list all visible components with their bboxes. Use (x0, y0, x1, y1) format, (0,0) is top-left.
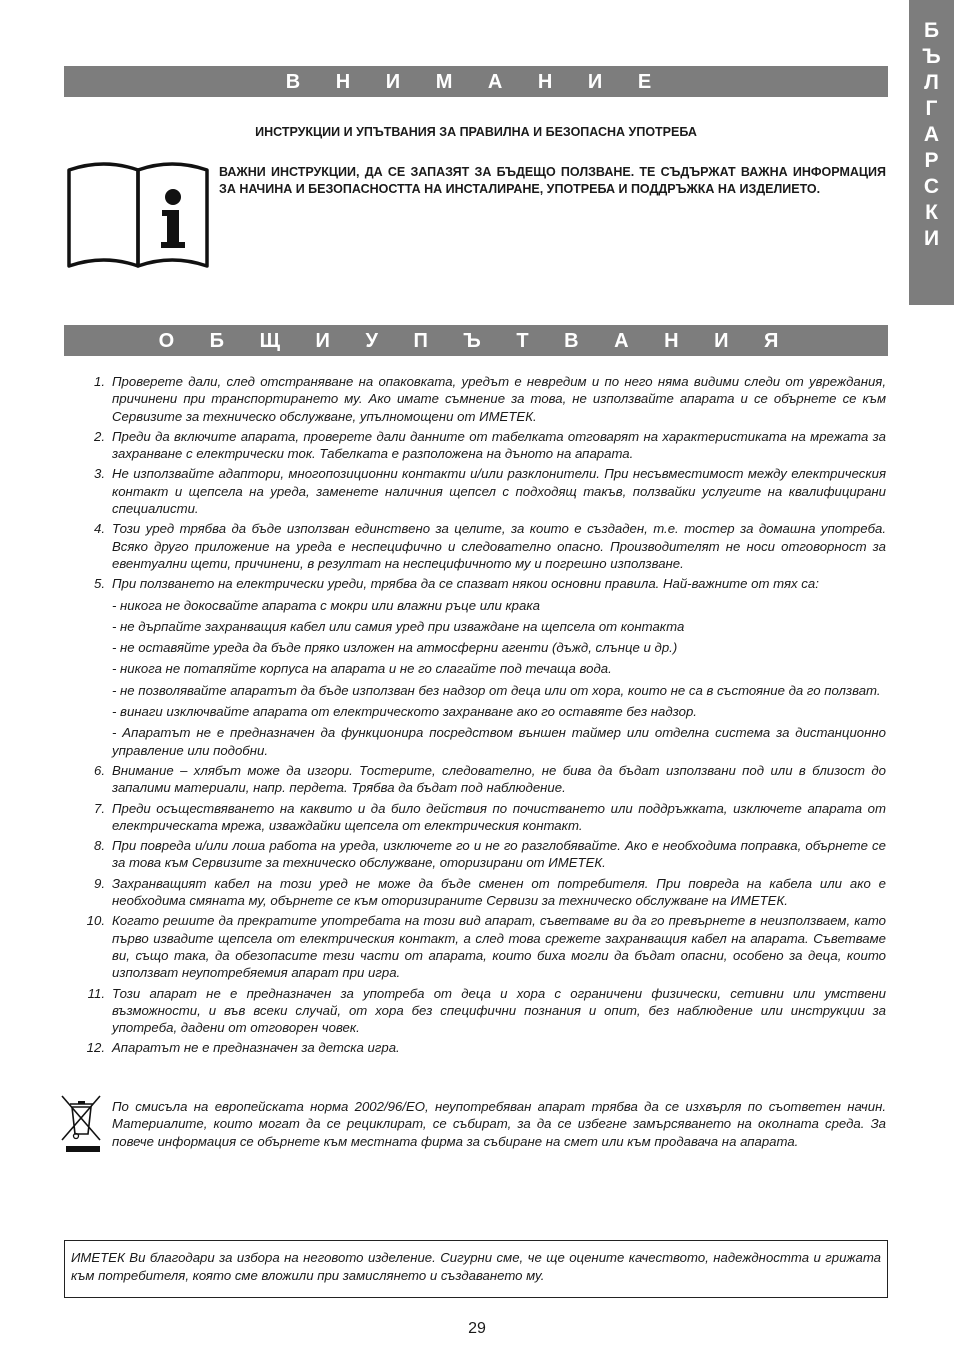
side-tab-letter: Б (923, 19, 940, 42)
dash-line: - винаги изключвайте апарата от електрическото захранване ако го оставяте без надзор. (112, 704, 697, 720)
dash-line: - никога не потапяйте корпуса на апарата и не го слагайте под течаща вода. (112, 661, 612, 677)
item-text: Не използвайте адаптори, многопозиционни контакти и/или разклонители. При несъвместимост между електрическия контакт и щепсела на уреда, заменете наличния щепсел с подходящ такъв, ползвайки услугите на квалифицирани специалисти. (112, 466, 886, 517)
crossed-bin-icon (60, 1094, 106, 1161)
dash-line: - не дърпайте захранващия кабел или самия уред при изваждане на щепсела от контакта (112, 618, 685, 634)
item-text: Този уред трябва да бъде използван единствено за целите, за които е създаден, т.е. тостер за домашна употреба. Всяко друго приложение на уреда е неспецифично и следователно опасно. Производителят не носи отговорност за евентуални щети, причинени, в резултат на неспецифичното му и погрешно използване. (112, 521, 886, 571)
attention-banner: В Н И М А Н И Е (64, 66, 888, 97)
list-item (86, 428, 886, 463)
list-item (86, 1039, 886, 1056)
item-text: При повреда и/или лоша работа на уреда, изключете го и не го разглобявайте. Ако е необходима поправка, обърнете се за това към Сервизите за техническо обслужване, оторизирани от ИМЕТЕК. (112, 838, 886, 871)
item-number: 3. (94, 466, 105, 482)
item-number: 4. (94, 521, 105, 537)
instructions-subheading: ИНСТРУКЦИИ И УПЪТВАНИЯ ЗА ПРАВИЛНА И БЕЗОПАСНА УПОТРЕБА (255, 125, 697, 139)
item-number: 1. (94, 374, 105, 389)
item-text: Когато решите да прекратите употребата на този вид апарат, съветваме ви да го превърнете в неизползваем, като първо извадите щепсела от електрическия контакт, а след това срежете захранващия кабел на апарата. Съветваме ви, също така, да обезопасите тези части от апарата, които биха могли да бъдат опасни, особено за деца, които използват неупотребяемия апарат при игра. (112, 913, 886, 981)
item-number: 8. (94, 838, 105, 854)
language-side-tab (909, 0, 954, 305)
general-instructions-banner: О Б Щ И У П Ъ Т В А Н И Я (64, 325, 888, 356)
list-item (86, 837, 886, 872)
list-item (86, 762, 886, 797)
side-tab-letter: И (923, 227, 940, 250)
important-notice: ВАЖНИ ИНСТРУКЦИИ, ДА СЕ ЗАПАЗЯТ ЗА БЪДЕЩО ПОЛЗВАНЕ. ТЕ СЪДЪРЖАТ ВАЖНА ИНФОРМАЦИЯ ЗА НАЧИНА И БЕЗОПАСНОСТТА НА ИНСТАЛИРАНЕ, УПОТРЕБА И ПОДДРЪЖКА НА ИЗДЕЛИЕТО. (219, 165, 886, 196)
item-text: Преди да включите апарата, проверете дали данните от табелката отговарят на характеристиката на мрежата за захранване с електрически ток. Табелката е разположена на дъното на апарата. (112, 428, 886, 462)
side-tab-letter: Ъ (922, 45, 941, 68)
item-number: 2. (94, 428, 105, 444)
weee-disposal-note: По смисъла на европейската норма 2002/96/ЕО, неупотребяван апарат трябва да се изхвърля по съответен начин. Материалите, които могат да се рециклират, се събират, за да се избегне замърсяването на околната среда. За повече информация се обърнете към местната фирма за събиране на смет или към продавача на апарата. (112, 1099, 886, 1149)
list-item (86, 800, 886, 835)
list-item (86, 520, 886, 572)
dash-line: - не оставяйте уреда да бъде пряко изложен на атмосферни агенти (дъжд, слънце и др.) (112, 640, 678, 656)
item-number: 9. (94, 875, 105, 891)
side-tab-letter: Г (925, 97, 938, 120)
list-item (86, 465, 886, 517)
list-item (86, 985, 886, 1037)
thank-you-box (64, 1240, 888, 1298)
item-text: При ползването на електрически уреди, трябва да се спазват някои основни правила. Най-важните от тях са: (112, 576, 819, 592)
item-text: Апаратът не е предназначен за детска игра. (112, 1040, 400, 1056)
dash-line: - никога не докосвайте апарата с мокри или влажни ръце или крака (112, 597, 540, 613)
item-number: 7. (94, 800, 105, 816)
item-number: 5. (94, 576, 105, 592)
item-body (112, 575, 886, 759)
list-item (86, 373, 886, 425)
info-book-icon (66, 160, 210, 275)
dash-line: - Апаратът не е предназначен да функционира посредством външен таймер или отделна система за дистанционно управление или подобни. (112, 725, 886, 758)
dash-line: - не позволявайте апаратът да бъде използван без надзор от деца или от хора, които не са в състояние да го ползват. (112, 682, 881, 698)
thank-you-text: ИМЕТЕК Ви благодари за избора на неговото изделение. Сигурни сме, че ще оцените качеството, надеждността и грижата към потребителя, която сме вложили при замислянето и създаването му. (71, 1250, 881, 1283)
side-tab-letter: С (923, 175, 940, 198)
side-tab-letter: Р (924, 149, 939, 172)
item-text: Захранващият кабел на този уред не може да бъде сменен от потребителя. При повреда на кабела или ако е необходима смяната му, обърнете се към оторизираните Сервизи за техническо обслужване на ИМЕТЕК. (112, 875, 886, 909)
side-tab-letter: Л (924, 71, 939, 94)
item-number: 12. (86, 1040, 105, 1056)
list-item (86, 575, 886, 759)
side-tab-letter: К (925, 201, 938, 224)
item-text: Внимание – хлябът може да изгори. Тостерите, следователно, не бива да бъдат използвани под или в близост до запалими материали, напр. пердета. Трябва да бъдат под наблюдение. (112, 762, 886, 796)
item-number: 11. (87, 985, 105, 1001)
list-item (86, 912, 886, 981)
item-number: 6. (94, 762, 105, 778)
page-number: 29 (468, 1320, 486, 1337)
instructions-list (86, 373, 886, 1060)
item-text: Преди осъществяването на каквито и да било действия по почистването или поддръжката, изключете апарата от електрическата мрежа, изваждайки щепсела от електрическия контакт. (112, 800, 886, 833)
item-number: 10. (86, 913, 105, 929)
item-text: Този апарат не е предназначен за употреба от деца и хора с ограничени физически, сетивни или умствени възможности, и във всеки случай, от хора без специфични познания и опит, без наблюдение или инструкции за употреба, дадени от отговорен човек. (112, 985, 886, 1036)
list-item (86, 875, 886, 910)
side-tab-letter: А (923, 123, 940, 146)
item-text: Проверете дали, след отстраняване на опаковката, уредът е невредим и по него няма видими следи от увреждания, причинени при транспортирането му. Ако имате съмнение за това, не използвайте апарата и се обърнете се към Сервизите за техническо обслужване, упълномощени от ИМЕТЕК. (112, 374, 886, 424)
